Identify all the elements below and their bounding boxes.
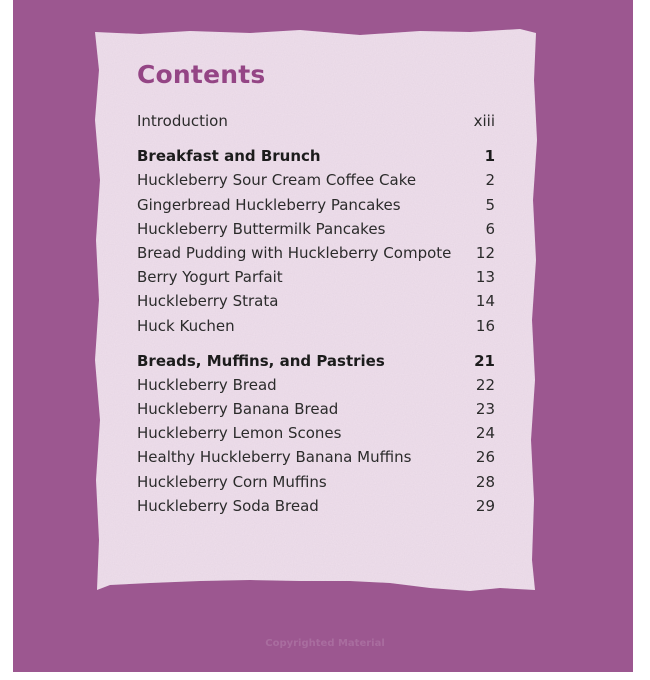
entry-label: Huckleberry Sour Cream Coffee Cake	[137, 171, 417, 190]
entry-label: Huckleberry Banana Bread	[137, 400, 339, 419]
toc-entry[interactable]	[137, 217, 495, 241]
entry-label: Bread Pudding with Huckleberry Compote	[137, 243, 452, 262]
table-of-contents	[137, 60, 495, 518]
toc-entry[interactable]	[137, 193, 495, 217]
toc-entry[interactable]	[137, 421, 495, 445]
section-label: Breads, Muffins, and Pastries	[137, 351, 385, 370]
toc-entry[interactable]	[137, 445, 495, 469]
entry-label: Introduction	[137, 112, 228, 130]
copyright-watermark: Copyrighted Material	[265, 638, 385, 649]
entry-page-number: 14	[475, 292, 495, 311]
toc-section-breads[interactable]	[137, 349, 495, 373]
toc-entry[interactable]	[137, 470, 495, 494]
entry-page-number: 5	[485, 195, 495, 214]
section-label: Breakfast and Brunch	[137, 147, 321, 166]
section-page-number: 1	[484, 147, 495, 166]
toc-entry[interactable]	[137, 314, 495, 338]
entry-page-number: 13	[475, 268, 495, 287]
toc-entry[interactable]	[137, 397, 495, 421]
entry-label: Healthy Huckleberry Banana Muffins	[137, 448, 412, 467]
entry-label: Gingerbread Huckleberry Pancakes	[137, 195, 401, 214]
toc-entry[interactable]	[137, 494, 495, 518]
entry-page-number: 28	[475, 472, 495, 491]
entry-page-number: 26	[475, 448, 495, 467]
entry-page-number: 12	[475, 243, 495, 262]
entry-page-number: 23	[475, 400, 495, 419]
entry-label: Huckleberry Soda Bread	[137, 496, 319, 515]
toc-entry[interactable]	[137, 289, 495, 313]
entry-page-number: 24	[475, 424, 495, 443]
toc-section-breakfast[interactable]	[137, 144, 495, 168]
entry-label: Berry Yogurt Parfait	[137, 268, 283, 287]
entry-page-number: 2	[485, 171, 495, 190]
section-page-number: 21	[474, 351, 495, 370]
entry-page-number: 22	[475, 375, 495, 394]
entry-label: Huckleberry Corn Muffins	[137, 472, 327, 491]
entry-page-number: 29	[475, 496, 495, 515]
entry-label: Huck Kuchen	[137, 316, 235, 335]
entry-label: Huckleberry Buttermilk Pancakes	[137, 219, 386, 238]
toc-entry-introduction[interactable]	[137, 109, 495, 133]
toc-entry[interactable]	[137, 168, 495, 192]
entry-label: Huckleberry Strata	[137, 292, 279, 311]
entry-page-number: 16	[475, 316, 495, 335]
entry-label: Huckleberry Bread	[137, 375, 277, 394]
toc-entry[interactable]	[137, 265, 495, 289]
toc-entry[interactable]	[137, 373, 495, 397]
entry-label: Huckleberry Lemon Scones	[137, 424, 342, 443]
entry-page-number: 6	[485, 219, 495, 238]
entry-page-number: xiii	[473, 112, 495, 130]
contents-heading: Contents	[137, 60, 266, 89]
toc-entry[interactable]	[137, 241, 495, 265]
